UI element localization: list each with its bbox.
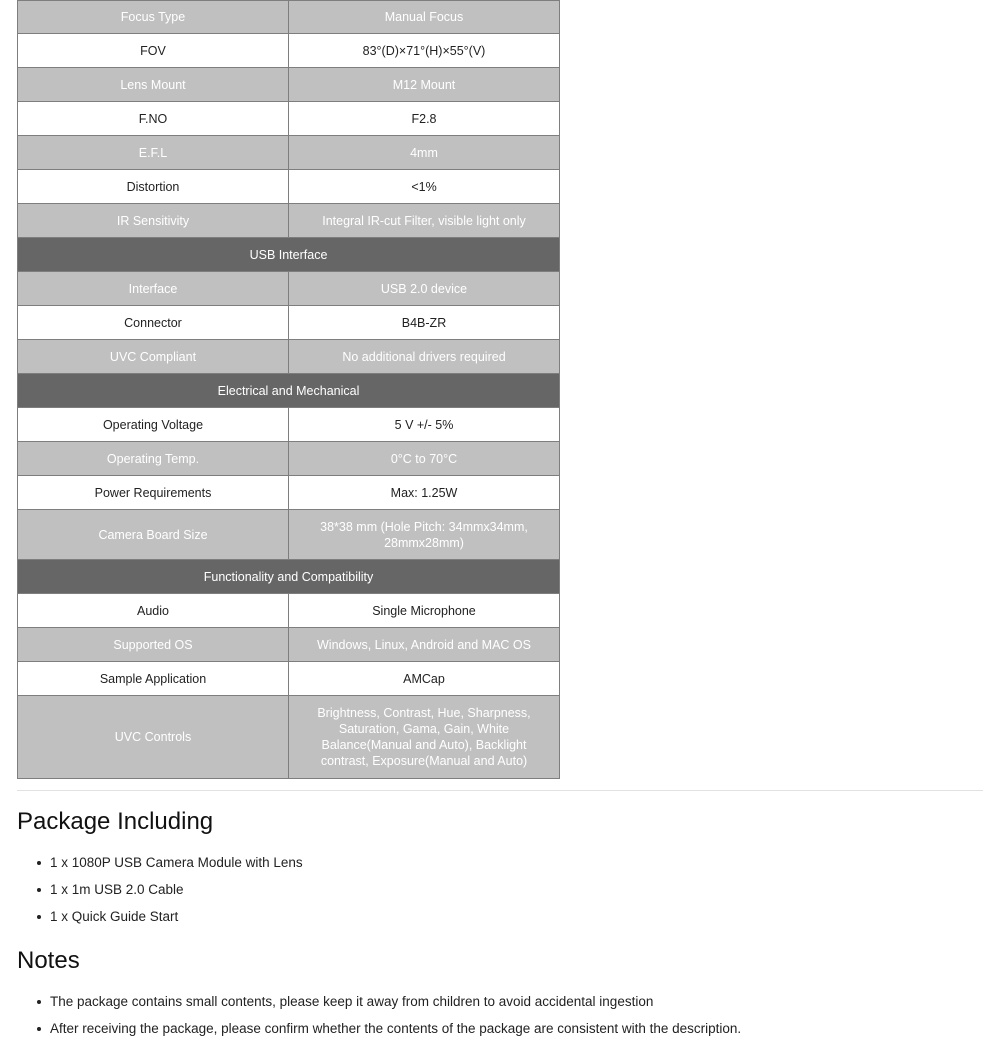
spec-value: No additional drivers required bbox=[289, 340, 560, 374]
package-list bbox=[17, 849, 303, 930]
spec-label: IR Sensitivity bbox=[18, 204, 289, 238]
spec-label: F.NO bbox=[18, 102, 289, 136]
spec-value: 83°(D)×71°(H)×55°(V) bbox=[289, 34, 560, 68]
spec-value: 38*38 mm (Hole Pitch: 34mmx34mm, 28mmx28mm) bbox=[289, 510, 560, 560]
section-header: USB Interface bbox=[18, 238, 560, 272]
spec-value: USB 2.0 device bbox=[289, 272, 560, 306]
spec-value: <1% bbox=[289, 170, 560, 204]
section-header-row bbox=[18, 560, 560, 594]
spec-label: Interface bbox=[18, 272, 289, 306]
spec-label: Connector bbox=[18, 306, 289, 340]
spec-value: 4mm bbox=[289, 136, 560, 170]
spec-row bbox=[18, 662, 560, 696]
spec-label: Operating Voltage bbox=[18, 408, 289, 442]
spec-label: Focus Type bbox=[18, 1, 289, 34]
package-item: 1 x 1080P USB Camera Module with Lens bbox=[50, 849, 303, 876]
section-divider bbox=[17, 790, 983, 791]
note-item: The package contains small contents, please keep it away from children to avoid accidental ingestion bbox=[50, 988, 741, 1015]
section-header-row bbox=[18, 238, 560, 272]
package-item: 1 x 1m USB 2.0 Cable bbox=[50, 876, 303, 903]
spec-row bbox=[18, 408, 560, 442]
spec-row bbox=[18, 696, 560, 779]
spec-label: Sample Application bbox=[18, 662, 289, 696]
spec-row bbox=[18, 170, 560, 204]
spec-table bbox=[17, 0, 560, 779]
spec-row bbox=[18, 136, 560, 170]
spec-row bbox=[18, 628, 560, 662]
spec-value: Manual Focus bbox=[289, 1, 560, 34]
spec-row bbox=[18, 476, 560, 510]
spec-row bbox=[18, 34, 560, 68]
section-header-row bbox=[18, 374, 560, 408]
spec-label: Supported OS bbox=[18, 628, 289, 662]
spec-value: Brightness, Contrast, Hue, Sharpness, Saturation, Gama, Gain, White Balance(Manual and Auto), Backlight contrast, Exposure(Manual and Auto) bbox=[289, 696, 560, 779]
spec-row bbox=[18, 510, 560, 560]
note-item: After receiving the package, please confirm whether the contents of the package are consistent with the description. bbox=[50, 1015, 741, 1042]
spec-value: 0°C to 70°C bbox=[289, 442, 560, 476]
spec-value: F2.8 bbox=[289, 102, 560, 136]
package-item: 1 x Quick Guide Start bbox=[50, 903, 303, 930]
spec-value: B4B-ZR bbox=[289, 306, 560, 340]
spec-value: M12 Mount bbox=[289, 68, 560, 102]
spec-label: Distortion bbox=[18, 170, 289, 204]
spec-value: 5 V +/- 5% bbox=[289, 408, 560, 442]
spec-label: FOV bbox=[18, 34, 289, 68]
spec-row bbox=[18, 102, 560, 136]
spec-value: Single Microphone bbox=[289, 594, 560, 628]
notes-list bbox=[17, 988, 741, 1042]
spec-row bbox=[18, 306, 560, 340]
spec-label: Audio bbox=[18, 594, 289, 628]
spec-row bbox=[18, 204, 560, 238]
spec-label: UVC Controls bbox=[18, 696, 289, 779]
spec-value: Integral IR-cut Filter, visible light only bbox=[289, 204, 560, 238]
spec-value: AMCap bbox=[289, 662, 560, 696]
spec-row bbox=[18, 340, 560, 374]
spec-label: Power Requirements bbox=[18, 476, 289, 510]
spec-label: Lens Mount bbox=[18, 68, 289, 102]
section-header: Electrical and Mechanical bbox=[18, 374, 560, 408]
spec-row bbox=[18, 1, 560, 34]
notes-heading: Notes bbox=[17, 947, 80, 974]
spec-row bbox=[18, 68, 560, 102]
spec-label: UVC Compliant bbox=[18, 340, 289, 374]
spec-row bbox=[18, 594, 560, 628]
package-heading: Package Including bbox=[17, 808, 214, 835]
spec-row bbox=[18, 272, 560, 306]
spec-value: Max: 1.25W bbox=[289, 476, 560, 510]
spec-row bbox=[18, 442, 560, 476]
section-header: Functionality and Compatibility bbox=[18, 560, 560, 594]
spec-label: Operating Temp. bbox=[18, 442, 289, 476]
spec-label: E.F.L bbox=[18, 136, 289, 170]
spec-label: Camera Board Size bbox=[18, 510, 289, 560]
spec-value: Windows, Linux, Android and MAC OS bbox=[289, 628, 560, 662]
